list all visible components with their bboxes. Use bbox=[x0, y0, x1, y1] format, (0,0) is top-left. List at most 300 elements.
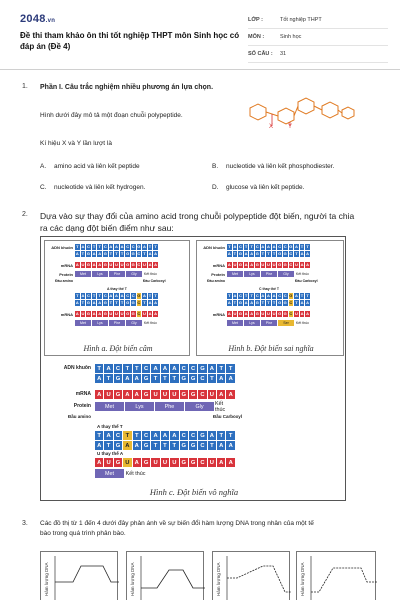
site-logo[interactable]: 2048.vn bbox=[20, 13, 56, 25]
nucleotide: A bbox=[81, 293, 85, 299]
nucleotide: A bbox=[227, 311, 231, 317]
meta-row-subject: MÔN : Sinh học bbox=[248, 29, 388, 46]
amino-acid: Kết thúc bbox=[143, 321, 158, 325]
nucleotide: A bbox=[161, 431, 170, 440]
protein-chain bbox=[75, 320, 159, 329]
nucleotide: A bbox=[300, 300, 304, 306]
nucleotide: G bbox=[278, 262, 282, 268]
nucleotide: A bbox=[120, 244, 124, 250]
nucleotide: C bbox=[131, 293, 135, 299]
nucleotide: T bbox=[294, 300, 300, 306]
nucleotide: A bbox=[306, 251, 310, 257]
nucleotide: G bbox=[189, 441, 198, 450]
nucleotide: T bbox=[120, 251, 126, 257]
nucleotide: U bbox=[170, 458, 179, 467]
nucleotide: T bbox=[148, 293, 154, 299]
nucleotide: T bbox=[266, 300, 272, 306]
nucleotide: A bbox=[98, 311, 102, 317]
nucleotide: T bbox=[272, 251, 278, 257]
nucleotide: C bbox=[114, 364, 123, 373]
nucleotide: U bbox=[104, 458, 113, 467]
nucleotide: A bbox=[250, 311, 254, 317]
nucleotide: C bbox=[87, 293, 90, 299]
nucleotide: A bbox=[92, 311, 96, 317]
graph-2: Hàm lượng DNA bbox=[126, 551, 204, 600]
strand-label: A thay thế T bbox=[97, 424, 123, 429]
amino-acid: Lys bbox=[244, 320, 261, 326]
nucleotide: T bbox=[104, 374, 113, 383]
nucleotide: U bbox=[120, 311, 124, 317]
graph-3-plot bbox=[213, 552, 291, 600]
strand-label: Đầu amino bbox=[207, 279, 225, 283]
nucleotide: A bbox=[306, 262, 310, 268]
nucleotide: U bbox=[261, 262, 265, 268]
nucleotide: G bbox=[137, 244, 141, 250]
nucleotide: C bbox=[137, 311, 141, 317]
nucleotide: A bbox=[250, 262, 254, 268]
strand-label: mRNA bbox=[212, 263, 225, 268]
amino-acid: Met bbox=[75, 320, 92, 326]
mrna-strand bbox=[95, 390, 236, 398]
nucleotide: G bbox=[114, 458, 123, 467]
mrna-strand bbox=[227, 311, 311, 319]
nucleotide: T bbox=[97, 293, 103, 299]
amino-acid: Met bbox=[95, 402, 125, 411]
nucleotide: U bbox=[294, 262, 298, 268]
nucleotide: G bbox=[103, 300, 107, 306]
nucleotide: T bbox=[148, 244, 154, 250]
nucleotide: U bbox=[161, 390, 170, 399]
nucleotide: A bbox=[300, 311, 304, 317]
nucleotide: C bbox=[114, 431, 123, 440]
nucleotide: G bbox=[238, 311, 243, 317]
nucleotide: T bbox=[142, 300, 148, 306]
nucleotide: T bbox=[300, 244, 306, 250]
nucleotide: T bbox=[97, 244, 103, 250]
nucleotide: A bbox=[75, 262, 79, 268]
nucleotide: U bbox=[123, 458, 132, 467]
nucleotide: T bbox=[123, 431, 132, 440]
strand-label: Protein bbox=[73, 403, 91, 409]
amino-acid: Kết thúc bbox=[125, 470, 146, 477]
nucleotide: G bbox=[126, 311, 130, 317]
nucleotide: A bbox=[133, 441, 142, 450]
dna-strand bbox=[95, 374, 236, 382]
nucleotide: C bbox=[180, 364, 189, 373]
nucleotide: A bbox=[227, 262, 231, 268]
nucleotide: U bbox=[104, 390, 113, 399]
question-number: 2. bbox=[22, 211, 28, 218]
nucleotide: T bbox=[109, 251, 115, 257]
nucleotide: A bbox=[95, 390, 104, 399]
graph-3: Hàm lượng DNA bbox=[212, 551, 290, 600]
nucleotide: T bbox=[272, 300, 278, 306]
nucleotide: U bbox=[115, 262, 118, 268]
graph-2-plot bbox=[127, 552, 205, 600]
nucleotide: A bbox=[133, 458, 142, 467]
nucleotide: A bbox=[75, 251, 79, 257]
nucleotide: A bbox=[226, 374, 235, 383]
nucleotide: T bbox=[300, 293, 306, 299]
nucleotide: A bbox=[217, 441, 226, 450]
nucleotide: A bbox=[300, 262, 304, 268]
nucleotide: A bbox=[306, 311, 310, 317]
strand-label: U thay thế A bbox=[97, 451, 124, 456]
nucleotide: T bbox=[208, 374, 217, 383]
amino-acid: Met bbox=[227, 320, 244, 326]
nucleotide: G bbox=[86, 300, 91, 306]
amino-acid: Phe bbox=[109, 320, 126, 326]
nucleotide: A bbox=[123, 441, 132, 450]
nucleotide: G bbox=[142, 458, 151, 467]
nucleotide: A bbox=[109, 293, 113, 299]
protein-chain bbox=[95, 469, 147, 478]
nucleotide: T bbox=[266, 251, 272, 257]
nucleotide: C bbox=[180, 431, 189, 440]
nucleotide: C bbox=[189, 431, 198, 440]
nucleotide: T bbox=[151, 441, 160, 450]
nucleotide: C bbox=[103, 244, 107, 250]
nucleotide: T bbox=[161, 441, 170, 450]
nucleotide: G bbox=[131, 262, 135, 268]
nucleotide: G bbox=[255, 251, 259, 257]
nucleotide: T bbox=[161, 374, 170, 383]
nucleotide: U bbox=[109, 262, 113, 268]
amino-acid: Ser bbox=[278, 320, 295, 326]
nucleotide: U bbox=[267, 262, 270, 268]
dna-strand bbox=[95, 364, 236, 372]
question-stem: Dựa vào sự thay đổi của amino acid trong chuỗi polypeptide đột biến, người ta chia ra các dạng đột biến điểm như sau: bbox=[40, 211, 355, 233]
nucleotide: G bbox=[198, 431, 207, 440]
nucleotide: C bbox=[255, 244, 259, 250]
nucleotide: G bbox=[103, 251, 107, 257]
nucleotide: G bbox=[126, 262, 130, 268]
nucleotide: G bbox=[198, 364, 207, 373]
nucleotide: U bbox=[151, 390, 160, 399]
nucleotide: T bbox=[305, 293, 311, 299]
nucleotide: A bbox=[133, 390, 142, 399]
nucleotide: T bbox=[92, 244, 98, 250]
nucleotide: G bbox=[142, 441, 151, 450]
amino-acid: Gly bbox=[126, 320, 143, 326]
nucleotide: A bbox=[98, 251, 102, 257]
nucleotide: T bbox=[153, 244, 159, 250]
nucleotide: A bbox=[267, 293, 270, 299]
nucleotide: G bbox=[289, 293, 293, 299]
nucleotide: C bbox=[103, 293, 107, 299]
strand-label: mRNA bbox=[60, 263, 73, 268]
graph-4: Hàm lượng DNA bbox=[296, 551, 376, 600]
option-c[interactable]: C. nucleotide và liên kết hydrogen. bbox=[40, 184, 146, 191]
amino-acid: Phe bbox=[155, 402, 185, 411]
nucleotide: G bbox=[180, 390, 189, 399]
nucleotide: T bbox=[133, 364, 142, 373]
meta-table bbox=[248, 12, 388, 63]
nucleotide: T bbox=[305, 244, 311, 250]
nucleotide: A bbox=[272, 244, 276, 250]
nucleotide: A bbox=[154, 311, 158, 317]
option-d[interactable]: D. glucose và liên kết peptide. bbox=[212, 184, 305, 191]
caption-c: Hình c. Đột biến vô nghĩa bbox=[149, 487, 239, 497]
nucleotide: G bbox=[86, 262, 91, 268]
dna-strand bbox=[227, 251, 311, 259]
panel-silent-mutation bbox=[44, 240, 190, 356]
nucleotide: G bbox=[278, 251, 282, 257]
nucleotide: C bbox=[198, 374, 207, 383]
nucleotide: A bbox=[115, 293, 118, 299]
nucleotide: C bbox=[142, 364, 151, 373]
nucleotide: G bbox=[255, 300, 259, 306]
nucleotide: C bbox=[198, 441, 207, 450]
nucleotide: T bbox=[294, 251, 300, 257]
protein-chain bbox=[227, 320, 311, 329]
nucleotide: U bbox=[142, 262, 146, 268]
nucleotide: U bbox=[161, 458, 170, 467]
nucleotide: T bbox=[208, 441, 217, 450]
nucleotide: C bbox=[131, 244, 135, 250]
nucleotide: A bbox=[261, 293, 265, 299]
nucleotide: A bbox=[217, 374, 226, 383]
nucleotide: A bbox=[244, 262, 248, 268]
strand-label: Protein bbox=[211, 272, 225, 277]
meta-row-class: LỚP : Tốt nghiệp THPT bbox=[248, 12, 388, 29]
nucleotide: A bbox=[217, 390, 226, 399]
nucleotide: C bbox=[137, 262, 141, 268]
nucleotide: A bbox=[226, 390, 235, 399]
question-stem: Các đồ thị từ 1 đến 4 dưới đây phản ánh về sự biến đổi hàm lượng DNA trong nhân của một tế bào trong quá trình phân bào. bbox=[40, 520, 314, 537]
nucleotide: A bbox=[148, 262, 152, 268]
nucleotide: T bbox=[75, 293, 81, 299]
nucleotide: C bbox=[198, 458, 207, 467]
nucleotide: A bbox=[92, 300, 96, 306]
nucleotide: U bbox=[151, 458, 160, 467]
nucleotide: C bbox=[278, 244, 282, 250]
nucleotide: T bbox=[81, 251, 87, 257]
nucleotide: T bbox=[142, 251, 148, 257]
nucleotide: A bbox=[109, 244, 113, 250]
nucleotide: T bbox=[249, 293, 255, 299]
nucleotide: G bbox=[131, 311, 135, 317]
nucleotide: G bbox=[189, 390, 198, 399]
nucleotide: U bbox=[170, 390, 179, 399]
nucleotide: T bbox=[133, 431, 142, 440]
nucleotide: T bbox=[95, 364, 104, 373]
nucleotide: A bbox=[115, 244, 118, 250]
nucleotide: G bbox=[126, 251, 130, 257]
dna-strand bbox=[75, 300, 159, 308]
dna-strand bbox=[227, 300, 311, 308]
strand-label: mRNA bbox=[75, 391, 91, 397]
nucleotide: C bbox=[137, 300, 141, 306]
strand-label: Đầu amino bbox=[55, 279, 73, 283]
strand-label: ADN khuôn bbox=[51, 245, 73, 250]
nucleotide: U bbox=[294, 311, 298, 317]
nucleotide: U bbox=[233, 311, 237, 317]
nucleotide: G bbox=[180, 441, 189, 450]
nucleotide: T bbox=[217, 431, 226, 440]
nucleotide: A bbox=[104, 364, 113, 373]
nucleotide: A bbox=[154, 300, 158, 306]
amino-acid: Phe bbox=[261, 320, 278, 326]
nucleotide: U bbox=[120, 262, 124, 268]
amino-acid: Kết thúc bbox=[295, 321, 310, 325]
label-y: Y bbox=[288, 124, 293, 130]
nucleotide: C bbox=[289, 300, 293, 306]
amino-acid: Lys bbox=[244, 271, 261, 277]
nucleotide: A bbox=[261, 244, 265, 250]
nucleotide: T bbox=[226, 364, 235, 373]
nucleotide: A bbox=[208, 364, 217, 373]
nucleotide: T bbox=[109, 300, 115, 306]
strand-label: A thay thế T bbox=[107, 287, 127, 291]
amino-acid: Phe bbox=[261, 271, 278, 277]
nucleotide: G bbox=[283, 300, 287, 306]
nucleotide: C bbox=[283, 293, 287, 299]
nucleotide: G bbox=[283, 262, 287, 268]
polypeptide-diagram bbox=[242, 96, 357, 136]
nucleotide: G bbox=[255, 262, 259, 268]
strand-label: Đầu amino bbox=[67, 414, 91, 419]
mutation-figure bbox=[40, 236, 346, 501]
nucleotide: A bbox=[267, 244, 270, 250]
nucleotide: C bbox=[255, 293, 259, 299]
nucleotide: A bbox=[98, 262, 102, 268]
nucleotide: A bbox=[244, 251, 248, 257]
nucleotide: A bbox=[244, 311, 248, 317]
nucleotide: T bbox=[227, 293, 233, 299]
nucleotide: A bbox=[161, 364, 170, 373]
nucleotide: A bbox=[226, 441, 235, 450]
nucleotide: A bbox=[75, 311, 79, 317]
nucleotide: A bbox=[120, 293, 124, 299]
nucleotide: A bbox=[92, 251, 96, 257]
section-heading: Phần I. Câu trắc nghiệm nhiều phương án lựa chọn. bbox=[40, 84, 214, 91]
nucleotide: T bbox=[153, 293, 159, 299]
nucleotide: A bbox=[95, 441, 104, 450]
nucleotide: U bbox=[115, 311, 118, 317]
nucleotide: G bbox=[278, 300, 282, 306]
nucleotide: U bbox=[208, 458, 217, 467]
amino-acid: Kết thúc bbox=[215, 402, 235, 411]
nucleotide: U bbox=[109, 311, 113, 317]
option-a[interactable]: A. amino acid và liên kết peptide bbox=[40, 163, 140, 170]
nucleotide: A bbox=[104, 431, 113, 440]
question-number: 1. bbox=[22, 83, 28, 90]
nucleotide: A bbox=[227, 300, 231, 306]
nucleotide: C bbox=[283, 244, 287, 250]
strand-label: mRNA bbox=[60, 312, 73, 317]
amino-acid: Lys bbox=[92, 271, 109, 277]
nucleotide: C bbox=[87, 244, 90, 250]
nucleotide: A bbox=[98, 300, 102, 306]
panel-nonsense-mutation bbox=[41, 361, 347, 502]
nucleotide: U bbox=[142, 311, 146, 317]
option-b[interactable]: B. nucleotide và liên kết phosphodiester. bbox=[212, 163, 335, 170]
nucleotide: A bbox=[226, 458, 235, 467]
nucleotide: G bbox=[131, 251, 135, 257]
nucleotide: T bbox=[217, 364, 226, 373]
nucleotide: T bbox=[170, 441, 179, 450]
nucleotide: T bbox=[244, 293, 250, 299]
nucleotide: A bbox=[123, 374, 132, 383]
nucleotide: A bbox=[75, 300, 79, 306]
nucleotide: T bbox=[81, 300, 87, 306]
meta-row-count: SỐ CÂU : 31 bbox=[248, 46, 388, 63]
nucleotide: G bbox=[180, 458, 189, 467]
dna-strand bbox=[95, 441, 236, 449]
nucleotide: A bbox=[142, 293, 146, 299]
nucleotide: C bbox=[239, 244, 242, 250]
caption-a: Hình a. Đột biến câm bbox=[83, 344, 153, 353]
strand-label: mRNA bbox=[212, 312, 225, 317]
protein-chain bbox=[95, 402, 235, 411]
strand-label: Đầu Carboxyl bbox=[143, 279, 166, 283]
nucleotide: A bbox=[154, 251, 158, 257]
nucleotide: T bbox=[226, 431, 235, 440]
nucleotide: A bbox=[170, 431, 179, 440]
nucleotide: G bbox=[103, 262, 107, 268]
nucleotide: A bbox=[300, 251, 304, 257]
nucleotide: A bbox=[142, 244, 146, 250]
nucleotide: G bbox=[114, 374, 123, 383]
nucleotide: U bbox=[261, 311, 265, 317]
question-number: 3. bbox=[22, 520, 28, 527]
nucleotide: A bbox=[123, 390, 132, 399]
page-title: Đề thi tham khảo ôn thi tốt nghiệp THPT môn Sinh học có đáp án (Đề 4) bbox=[20, 31, 240, 51]
nucleotide: C bbox=[278, 293, 282, 299]
question-3 bbox=[0, 517, 400, 600]
nucleotide: A bbox=[170, 364, 179, 373]
mrna-strand bbox=[75, 262, 159, 270]
amino-acid: Met bbox=[75, 271, 92, 277]
nucleotide: G bbox=[283, 251, 287, 257]
nucleotide: G bbox=[114, 441, 123, 450]
nucleotide: C bbox=[137, 251, 141, 257]
nucleotide: C bbox=[289, 262, 293, 268]
graph-1-plot bbox=[41, 552, 119, 600]
nucleotide: A bbox=[148, 311, 152, 317]
label-x: X bbox=[269, 124, 274, 130]
nucleotide: T bbox=[92, 293, 98, 299]
amino-acid: Met bbox=[95, 469, 125, 478]
nucleotide: G bbox=[180, 374, 189, 383]
nucleotide: T bbox=[227, 244, 233, 250]
nucleotide: T bbox=[123, 364, 132, 373]
nucleotide: G bbox=[86, 311, 91, 317]
nucleotide: G bbox=[137, 293, 141, 299]
nucleotide: T bbox=[170, 374, 179, 383]
nucleotide: U bbox=[272, 311, 276, 317]
nucleotide: C bbox=[126, 293, 130, 299]
nucleotide: T bbox=[104, 441, 113, 450]
nucleotide: G bbox=[238, 251, 243, 257]
nucleotide: A bbox=[95, 458, 104, 467]
nucleotide: G bbox=[126, 300, 130, 306]
nucleotide: U bbox=[208, 390, 217, 399]
nucleotide: U bbox=[272, 262, 276, 268]
nucleotide: A bbox=[294, 244, 298, 250]
nucleotide: C bbox=[142, 431, 151, 440]
nucleotide: A bbox=[92, 262, 96, 268]
nucleotide: A bbox=[217, 458, 226, 467]
nucleotide: T bbox=[249, 244, 255, 250]
amino-acid: Kết thúc bbox=[143, 272, 158, 276]
strand-label: C thay thế T bbox=[259, 287, 280, 291]
nucleotide: T bbox=[151, 374, 160, 383]
nucleotide: A bbox=[250, 251, 254, 257]
nucleotide: G bbox=[86, 251, 91, 257]
mrna-strand bbox=[75, 311, 159, 319]
